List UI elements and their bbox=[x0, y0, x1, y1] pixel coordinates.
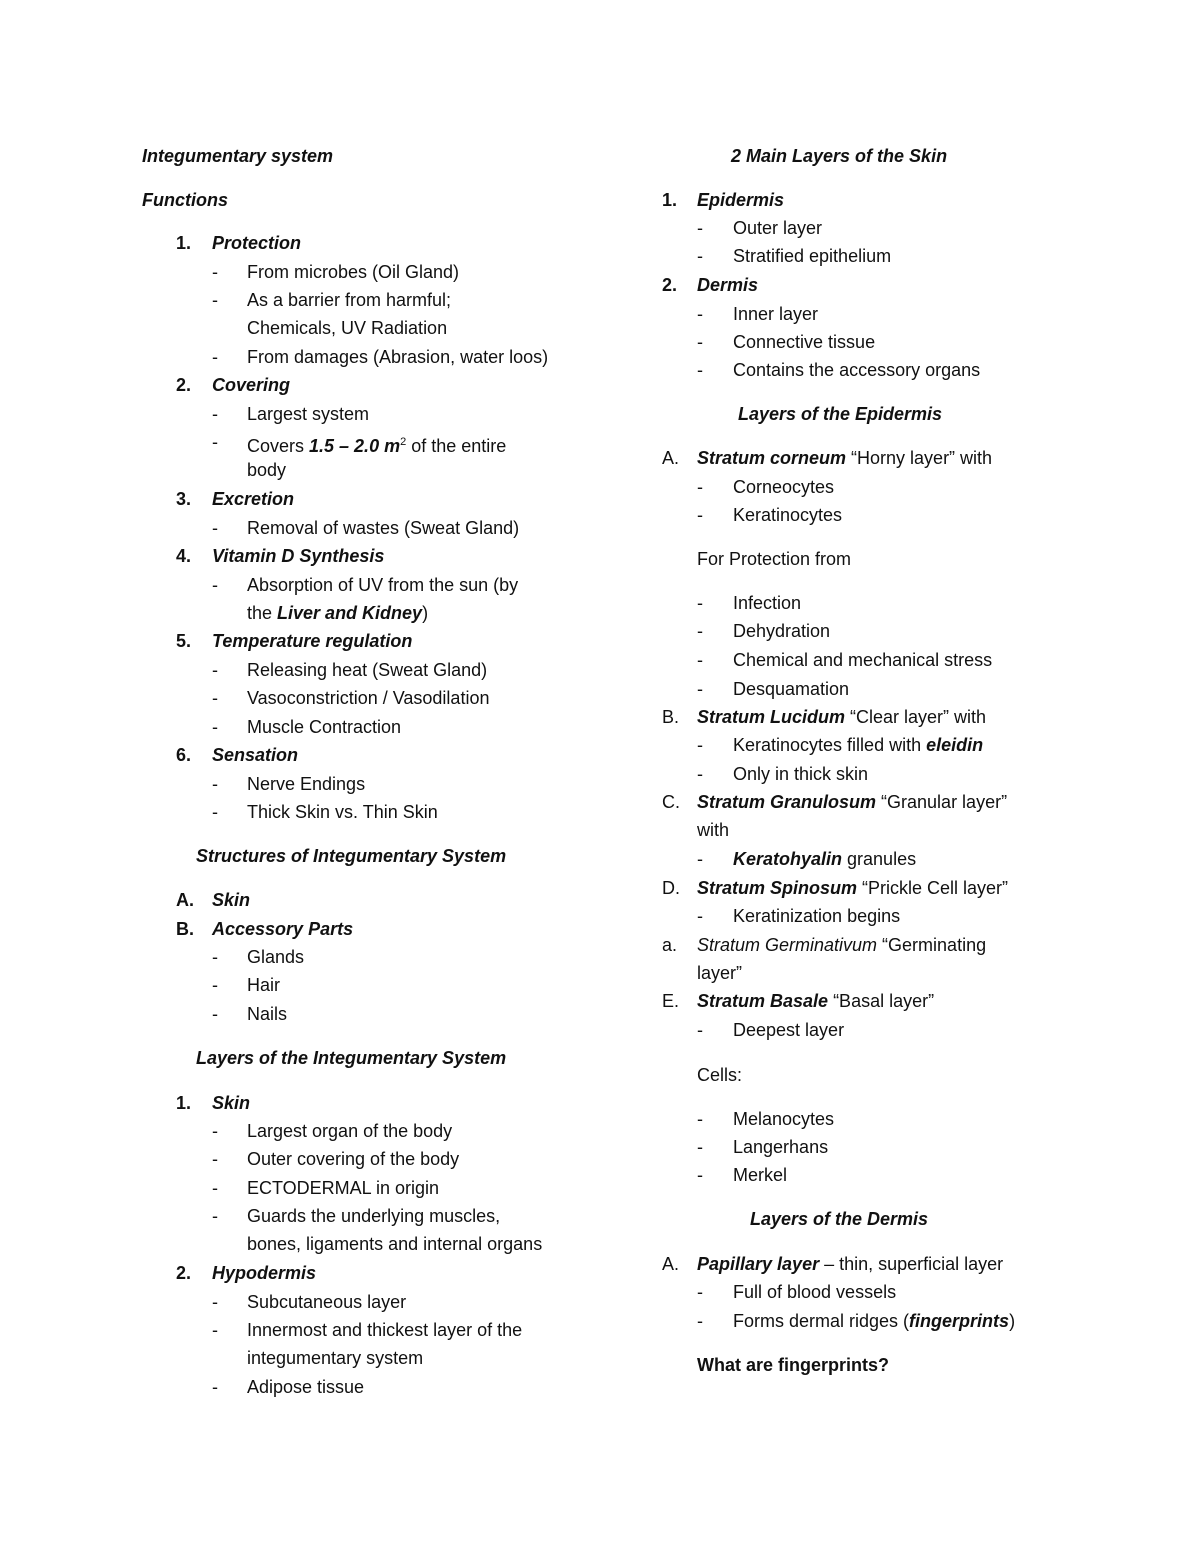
list-item: As a barrier from harmful; bbox=[247, 290, 452, 310]
list-item: Glands bbox=[247, 947, 305, 967]
emphasis: Liver and Kidney bbox=[277, 603, 423, 623]
bullet-dash: - bbox=[697, 1165, 703, 1185]
list-letter: A. bbox=[662, 1254, 680, 1274]
list-item: Connective tissue bbox=[733, 332, 876, 352]
bullet-dash: - bbox=[212, 688, 218, 708]
text-run: – thin, superficial layer bbox=[819, 1254, 1004, 1274]
function-temperature: Temperature regulation bbox=[212, 631, 413, 651]
text-run: the bbox=[247, 603, 278, 623]
structure-accessory: Accessory Parts bbox=[212, 919, 354, 939]
stratum-name: Stratum Lucidum bbox=[697, 707, 846, 727]
bullet-dash: - bbox=[697, 735, 703, 755]
question: What are fingerprints? bbox=[697, 1355, 890, 1375]
text-run: granules bbox=[842, 849, 917, 869]
list-item: Dehydration bbox=[733, 621, 831, 641]
stratum-name: Stratum corneum bbox=[697, 448, 847, 468]
bullet-dash: - bbox=[212, 1292, 218, 1312]
layer-name: Papillary layer bbox=[697, 1254, 820, 1274]
dermis-layers-heading: Layers of the Dermis bbox=[750, 1209, 929, 1229]
bullet-dash: - bbox=[212, 975, 218, 995]
bullet-dash: - bbox=[697, 650, 703, 670]
function-protection: Protection bbox=[212, 233, 302, 253]
bullet-dash: - bbox=[212, 290, 218, 310]
bullet-dash: - bbox=[212, 262, 218, 282]
list-item: Keratinocytes bbox=[733, 505, 843, 525]
text-run: “Horny layer” with bbox=[846, 448, 993, 468]
emphasis: fingerprints bbox=[909, 1311, 1010, 1331]
list-number: 5. bbox=[176, 631, 192, 651]
layer-hypodermis: Hypodermis bbox=[212, 1263, 317, 1283]
bullet-dash: - bbox=[697, 218, 703, 238]
list-item: Contains the accessory organs bbox=[733, 360, 981, 380]
structure-skin: Skin bbox=[212, 890, 251, 910]
bullet-dash: - bbox=[697, 332, 703, 352]
list-item: Thick Skin vs. Thin Skin bbox=[247, 802, 438, 822]
list-item: Nerve Endings bbox=[247, 774, 366, 794]
list-item: Muscle Contraction bbox=[247, 717, 402, 737]
stratum-germinativum bbox=[697, 931, 986, 959]
area-value: 1.5 – 2.0 m bbox=[309, 436, 401, 456]
bullet-dash: - bbox=[212, 1320, 218, 1340]
list-item-cont bbox=[247, 599, 428, 627]
bullet-dash: - bbox=[212, 347, 218, 367]
list-item-cont: with bbox=[697, 820, 730, 840]
bullet-dash: - bbox=[697, 621, 703, 641]
bullet-dash: - bbox=[212, 518, 218, 538]
list-item: Adipose tissue bbox=[247, 1377, 365, 1397]
structures-heading: Structures of Integumentary System bbox=[196, 846, 507, 866]
list-item: Outer covering of the body bbox=[247, 1149, 460, 1169]
bullet-dash: - bbox=[212, 717, 218, 737]
list-number: 1. bbox=[176, 1093, 192, 1113]
list-letter: C. bbox=[662, 792, 680, 812]
list-item: From microbes (Oil Gland) bbox=[247, 262, 460, 282]
bullet-dash: - bbox=[697, 477, 703, 497]
list-item bbox=[733, 731, 983, 759]
list-number: 2. bbox=[662, 275, 678, 295]
protection-intro: For Protection from bbox=[697, 549, 852, 569]
text-run: “Clear layer” with bbox=[845, 707, 987, 727]
list-item: Releasing heat (Sweat Gland) bbox=[247, 660, 488, 680]
list-number: 4. bbox=[176, 546, 192, 566]
stratum-name: Stratum Spinosum bbox=[697, 878, 858, 898]
list-letter: D. bbox=[662, 878, 680, 898]
bullet-dash: - bbox=[697, 360, 703, 380]
stratum-name: Stratum Basale bbox=[697, 991, 829, 1011]
list-item: Largest system bbox=[247, 404, 370, 424]
list-item: Subcutaneous layer bbox=[247, 1292, 407, 1312]
superscript: 2 bbox=[400, 436, 407, 448]
list-letter: A. bbox=[662, 448, 680, 468]
bullet-dash: - bbox=[697, 593, 703, 613]
bullet-dash: - bbox=[697, 1109, 703, 1129]
list-number: 3. bbox=[176, 489, 192, 509]
list-item: Corneocytes bbox=[733, 477, 835, 497]
text-run: “Granular layer” bbox=[876, 792, 1008, 812]
stratum-corneum bbox=[697, 444, 992, 472]
bullet-dash: - bbox=[212, 1004, 218, 1024]
bullet-dash: - bbox=[697, 1311, 703, 1331]
list-item: Nails bbox=[247, 1004, 288, 1024]
list-number: 2. bbox=[176, 375, 192, 395]
list-item: Chemical and mechanical stress bbox=[733, 650, 993, 670]
bullet-dash: - bbox=[697, 849, 703, 869]
list-item: Inner layer bbox=[733, 304, 819, 324]
list-item bbox=[733, 1307, 1015, 1335]
list-number: 1. bbox=[176, 233, 192, 253]
list-letter: A. bbox=[176, 890, 194, 910]
list-item: Removal of wastes (Sweat Gland) bbox=[247, 518, 520, 538]
layers-heading: Layers of the Integumentary System bbox=[196, 1048, 507, 1068]
bullet-dash: - bbox=[697, 679, 703, 699]
bullet-dash: - bbox=[212, 1121, 218, 1141]
bullet-dash: - bbox=[212, 404, 218, 424]
function-covering: Covering bbox=[212, 375, 291, 395]
emphasis: Keratohyalin bbox=[733, 849, 843, 869]
list-letter: E. bbox=[662, 991, 680, 1011]
stratum-name: Stratum Germinativum bbox=[697, 935, 878, 955]
bullet-dash: - bbox=[212, 947, 218, 967]
list-letter: B. bbox=[662, 707, 680, 727]
list-item: Outer layer bbox=[733, 218, 823, 238]
list-item: Only in thick skin bbox=[733, 764, 869, 784]
list-item: Merkel bbox=[733, 1165, 788, 1185]
cells-label: Cells: bbox=[697, 1065, 743, 1085]
list-item-cont: layer” bbox=[697, 963, 743, 983]
stratum-name: Stratum Granulosum bbox=[697, 792, 877, 812]
list-item: Infection bbox=[733, 593, 802, 613]
text-run: Forms dermal ridges ( bbox=[733, 1311, 910, 1331]
list-item-cont: bones, ligaments and internal organs bbox=[247, 1234, 543, 1254]
bullet-dash: - bbox=[212, 1178, 218, 1198]
list-item: Keratinization begins bbox=[733, 906, 901, 926]
epidermis-layers-heading: Layers of the Epidermis bbox=[738, 404, 943, 424]
function-excretion: Excretion bbox=[212, 489, 295, 509]
list-number: 2. bbox=[176, 1263, 192, 1283]
bullet-dash: - bbox=[212, 802, 218, 822]
list-item: Hair bbox=[247, 975, 281, 995]
layer-skin: Skin bbox=[212, 1093, 251, 1113]
list-item: From damages (Abrasion, water loos) bbox=[247, 347, 549, 367]
text-run: ) bbox=[422, 603, 429, 623]
functions-heading: Functions bbox=[142, 190, 228, 210]
list-item: Melanocytes bbox=[733, 1109, 835, 1129]
list-number: 1. bbox=[662, 190, 678, 210]
bullet-dash: - bbox=[212, 432, 218, 452]
bullet-dash: - bbox=[697, 505, 703, 525]
bullet-dash: - bbox=[697, 1020, 703, 1040]
list-item-cont: Chemicals, UV Radiation bbox=[247, 318, 448, 338]
function-sensation: Sensation bbox=[212, 745, 299, 765]
text-run: of the entire bbox=[406, 436, 507, 456]
list-item-cont: body bbox=[247, 460, 287, 480]
list-item: Full of blood vessels bbox=[733, 1282, 897, 1302]
text-run: Keratinocytes filled with bbox=[733, 735, 927, 755]
bullet-dash: - bbox=[212, 774, 218, 794]
list-item: Desquamation bbox=[733, 679, 850, 699]
list-number: 6. bbox=[176, 745, 192, 765]
text-run: Covers bbox=[247, 436, 310, 456]
list-item: Innermost and thickest layer of the bbox=[247, 1320, 523, 1340]
emphasis: eleidin bbox=[926, 735, 984, 755]
bullet-dash: - bbox=[212, 1149, 218, 1169]
list-item: Deepest layer bbox=[733, 1020, 845, 1040]
list-item: Guards the underlying muscles, bbox=[247, 1206, 501, 1226]
bullet-dash: - bbox=[697, 906, 703, 926]
stratum-granulosum bbox=[697, 788, 1007, 816]
text-run: ) bbox=[1009, 1311, 1016, 1331]
stratum-lucidum bbox=[697, 703, 986, 731]
list-item: Langerhans bbox=[733, 1137, 829, 1157]
layer-epidermis: Epidermis bbox=[697, 190, 785, 210]
text-run: “Basal layer” bbox=[828, 991, 935, 1011]
list-item: Vasoconstriction / Vasodilation bbox=[247, 688, 490, 708]
list-item-cont: integumentary system bbox=[247, 1348, 424, 1368]
bullet-dash: - bbox=[212, 575, 218, 595]
list-item: Absorption of UV from the sun (by bbox=[247, 575, 519, 595]
doc-title: Integumentary system bbox=[142, 146, 334, 166]
function-vitamin-d: Vitamin D Synthesis bbox=[212, 546, 385, 566]
bullet-dash: - bbox=[697, 1137, 703, 1157]
bullet-dash: - bbox=[697, 304, 703, 324]
bullet-dash: - bbox=[212, 1377, 218, 1397]
bullet-dash: - bbox=[697, 246, 703, 266]
bullet-dash: - bbox=[697, 764, 703, 784]
list-item: ECTODERMAL in origin bbox=[247, 1178, 440, 1198]
list-item: Stratified epithelium bbox=[733, 246, 892, 266]
text-run: “Germinating bbox=[877, 935, 987, 955]
layer-dermis: Dermis bbox=[697, 275, 759, 295]
list-letter: a. bbox=[662, 935, 678, 955]
bullet-dash: - bbox=[212, 1206, 218, 1226]
list-item bbox=[733, 845, 916, 873]
stratum-spinosum bbox=[697, 874, 1008, 902]
list-letter: B. bbox=[176, 919, 194, 939]
bullet-dash: - bbox=[212, 660, 218, 680]
papillary-layer bbox=[697, 1250, 1003, 1278]
stratum-basale bbox=[697, 987, 934, 1015]
bullet-dash: - bbox=[697, 1282, 703, 1302]
list-item: Largest organ of the body bbox=[247, 1121, 453, 1141]
text-run: “Prickle Cell layer” bbox=[857, 878, 1009, 898]
main-layers-heading: 2 Main Layers of the Skin bbox=[731, 146, 948, 166]
